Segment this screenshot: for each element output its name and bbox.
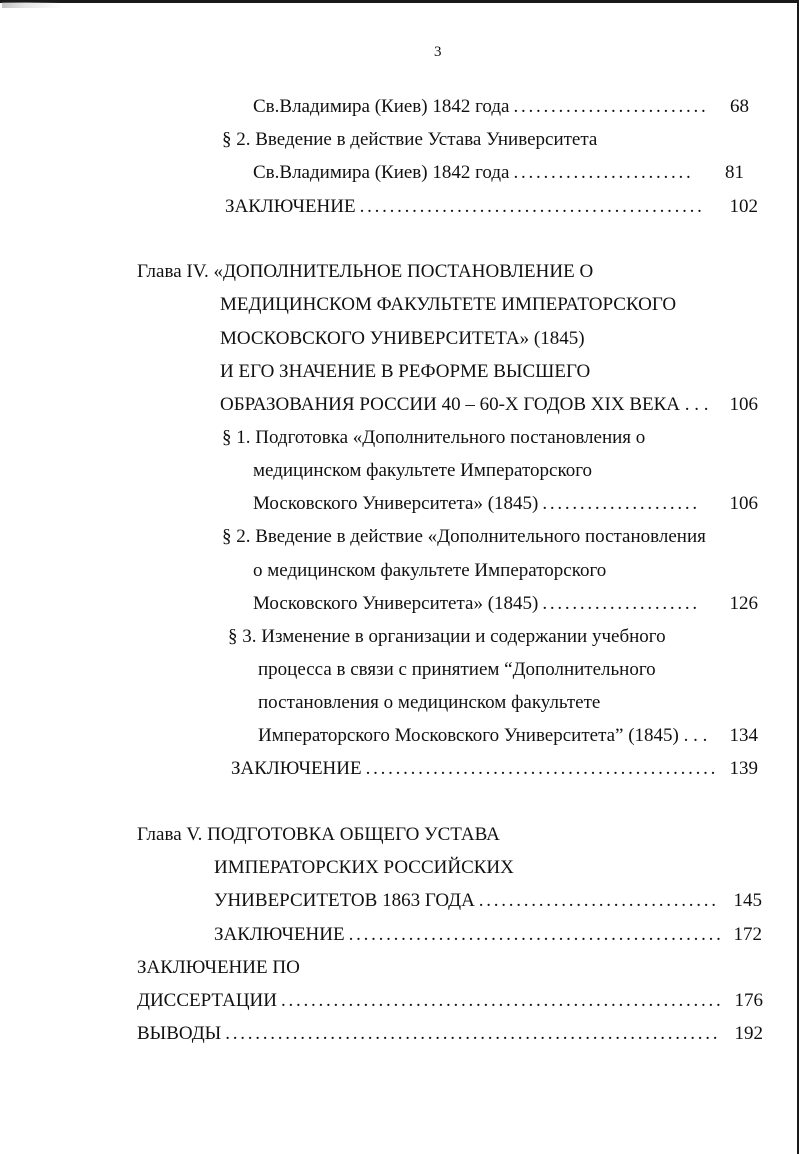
leader-dots <box>360 192 701 222</box>
toc-entry-text: ЗАКЛЮЧЕНИЕ <box>214 924 345 945</box>
chapter-heading-line: ОБРАЗОВАНИЯ РОССИИ 40 – 60-Х ГОДОВ XIX ВЕКА . . . <box>220 394 709 415</box>
toc-entry <box>137 1019 725 1049</box>
toc-page-number: 192 <box>734 1023 763 1044</box>
toc-entry-text: УНИВЕРСИТЕТОВ 1863 ГОДА <box>214 890 475 911</box>
toc-page-number: 139 <box>729 758 758 779</box>
toc-entry: ЗАКЛЮЧЕНИЕ ПО <box>137 957 300 978</box>
toc-page-number: 68 <box>730 96 749 117</box>
toc-entry <box>137 986 729 1016</box>
chapter-heading-line: МЕДИЦИНСКОМ ФАКУЛЬТЕТЕ ИМПЕРАТОРСКОГО <box>220 294 677 315</box>
toc-entry: медицинском факультете Императорского <box>253 460 593 481</box>
toc-page-number: 102 <box>729 196 758 217</box>
toc-entry-text: Св.Владимира (Киев) 1842 года <box>253 96 510 117</box>
toc-entry-text: ЗАКЛЮЧЕНИЕ <box>231 758 362 779</box>
toc-entry: постановления о медицинском факультете <box>258 692 601 713</box>
scan-smudge <box>2 2 62 8</box>
toc-entry <box>214 886 726 916</box>
toc-entry: Императорского Московского Университета” (1845) . . . <box>258 725 708 746</box>
toc-entry-text: ДИССЕРТАЦИИ <box>137 990 277 1011</box>
toc-entry <box>253 489 703 519</box>
leader-dots <box>513 158 693 188</box>
leader-dots <box>225 1019 719 1049</box>
chapter-heading: Глава V. ПОДГОТОВКА ОБЩЕГО УСТАВА <box>137 824 500 845</box>
leader-dots <box>349 920 720 950</box>
toc-entry-text: ЗАКЛЮЧЕНИЕ <box>225 196 356 217</box>
toc-page-number: 106 <box>729 394 758 415</box>
toc-page-number: 81 <box>725 162 744 183</box>
leader-dots <box>542 589 697 619</box>
leader-dots <box>479 886 720 916</box>
toc-entry: § 3. Изменение в организации и содержании учебного <box>228 626 666 647</box>
toc-page-number: 176 <box>734 990 763 1011</box>
toc-entry-text: Московского Университета» (1845) <box>253 593 539 614</box>
toc-page-number: 172 <box>733 924 762 945</box>
toc-entry: § 1. Подготовка «Дополнительного постановления о <box>222 427 646 448</box>
toc-entry <box>214 920 726 950</box>
toc-entry <box>253 158 699 188</box>
leader-dots <box>281 986 723 1016</box>
toc-entry-text: ВЫВОДЫ <box>137 1023 222 1044</box>
toc-entry-text: Московского Университета» (1845) <box>253 493 539 514</box>
toc-page-number: 126 <box>729 593 758 614</box>
leader-dots <box>513 92 705 122</box>
page-edge <box>0 0 799 3</box>
toc-entry <box>253 92 711 122</box>
toc-entry <box>225 192 707 222</box>
page-number: 3 <box>434 44 442 60</box>
toc-entry: § 2. Введение в действие «Дополнительного постановления <box>222 526 706 547</box>
chapter-heading-line: И ЕГО ЗНАЧЕНИЕ В РЕФОРМЕ ВЫСШЕГО <box>220 361 591 382</box>
toc-entry <box>253 589 703 619</box>
toc-page-number: 145 <box>733 890 762 911</box>
leader-dots <box>542 489 697 519</box>
toc-entry-text: Св.Владимира (Киев) 1842 года <box>253 162 510 183</box>
chapter-heading-line: ИМПЕРАТОРСКИХ РОССИЙСКИХ <box>214 857 514 878</box>
toc-entry: о медицинском факультете Императорского <box>253 560 607 581</box>
toc-entry: процесса в связи с принятием “Дополнительного <box>258 659 656 680</box>
leader-dots <box>366 754 715 784</box>
toc-entry <box>231 754 721 784</box>
toc-page-number: 106 <box>729 493 758 514</box>
toc-page-number: 134 <box>729 725 758 746</box>
chapter-heading-line: МОСКОВСКОГО УНИВЕРСИТЕТА» (1845) <box>220 328 585 349</box>
toc-entry: § 2. Введение в действие Устава Университета <box>222 129 598 150</box>
chapter-heading: Глава IV. «ДОПОЛНИТЕЛЬНОЕ ПОСТАНОВЛЕНИЕ О <box>137 261 594 282</box>
